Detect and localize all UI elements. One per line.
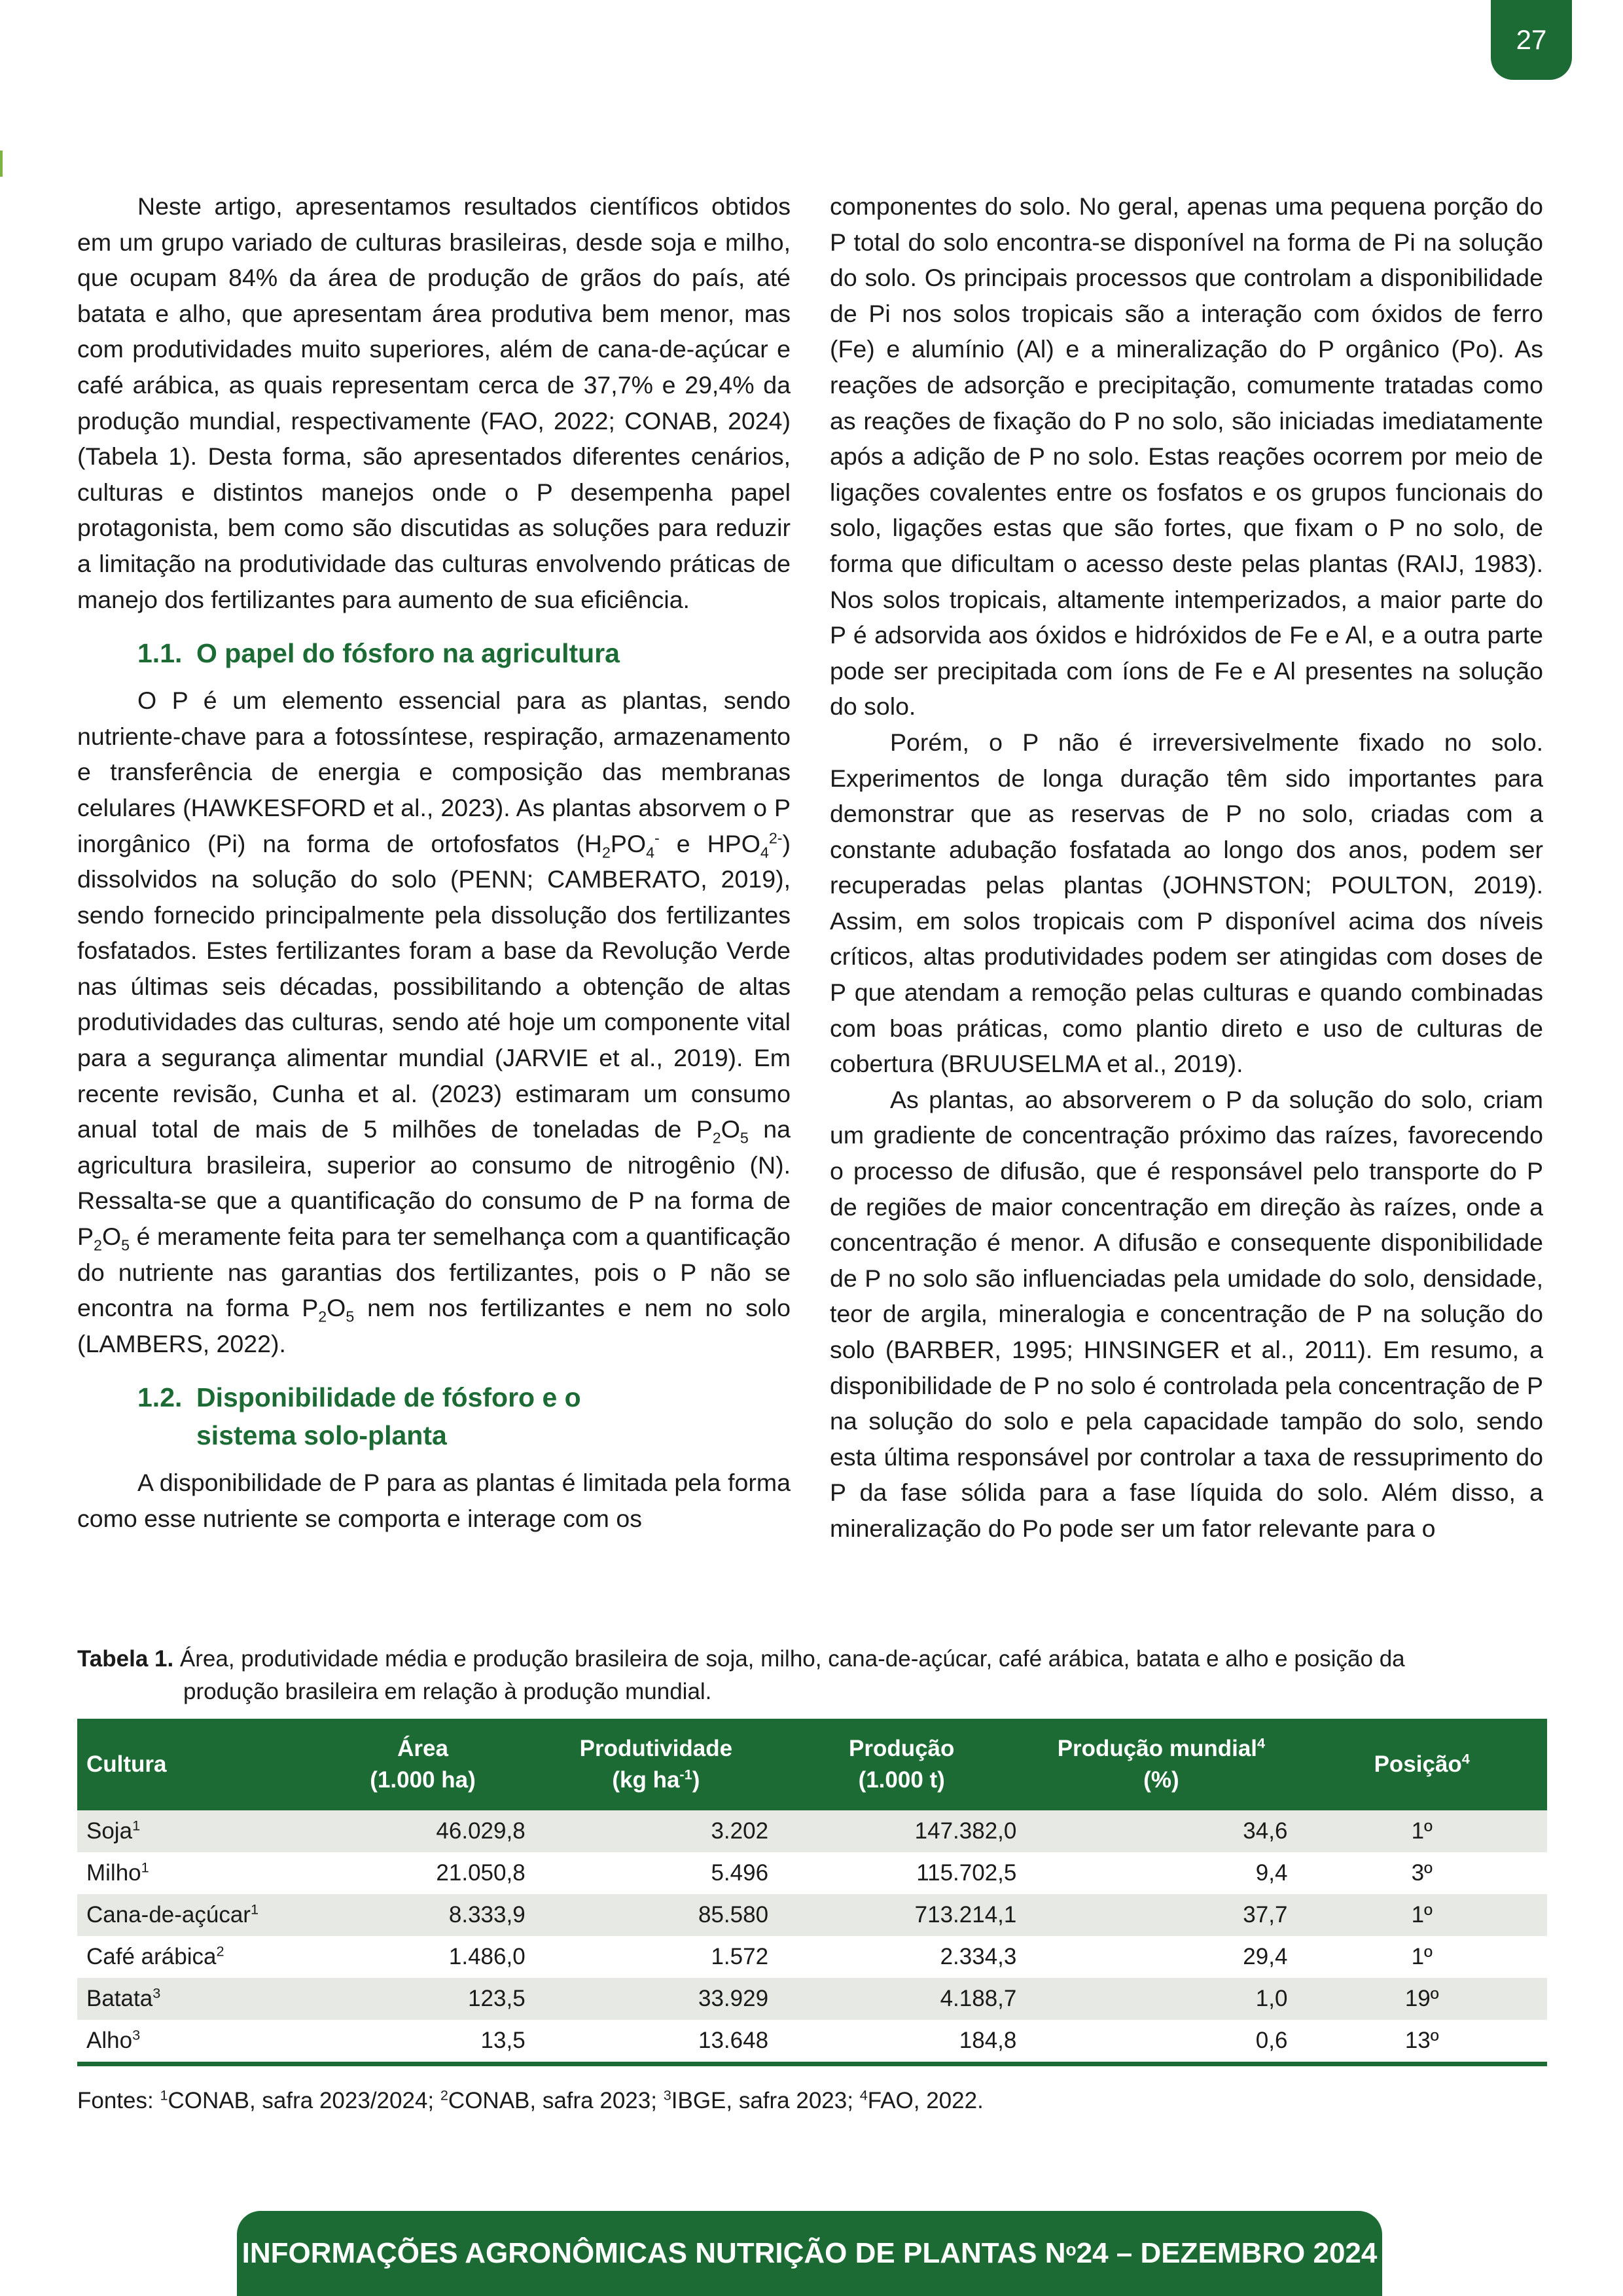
section-title: O papel do fósforo na agricultura bbox=[196, 638, 620, 669]
section-number: 1.1. bbox=[137, 638, 183, 669]
superscript: 3 bbox=[132, 2026, 141, 2043]
header-line: Produção mundial bbox=[1057, 1736, 1258, 1761]
superscript: 4 bbox=[859, 2087, 868, 2104]
table-row bbox=[77, 1936, 1547, 1978]
cell-cultura bbox=[77, 1894, 311, 1936]
source-item: CONAB, safra 2023; bbox=[448, 2088, 664, 2113]
cell-area: 123,5 bbox=[311, 1978, 534, 2020]
text-run: O bbox=[327, 1294, 346, 1322]
text-run: na agricultura brasileira, superior ao consumo de nitrogênio (N). Ressalta-se que a quantificação do consumo de P na forma de P bbox=[77, 1115, 791, 1251]
cell-cultura bbox=[77, 1852, 311, 1894]
cell-cultura bbox=[77, 1936, 311, 1978]
cell-posicao: 13º bbox=[1296, 2020, 1547, 2064]
header-line: Posição bbox=[1374, 1751, 1462, 1777]
cell-posicao: 1º bbox=[1296, 1936, 1547, 1978]
cell-posicao: 1º bbox=[1296, 1894, 1547, 1936]
cell-posicao: 1º bbox=[1296, 1810, 1547, 1852]
cell-mundial: 0,6 bbox=[1026, 2020, 1296, 2064]
header-area bbox=[311, 1719, 534, 1810]
right-column bbox=[830, 188, 1543, 1547]
text-run: PO bbox=[610, 829, 647, 857]
header-posicao bbox=[1296, 1719, 1547, 1810]
cell-produtividade: 1.572 bbox=[535, 1936, 777, 1978]
subscript: 4 bbox=[646, 844, 655, 861]
superscript: 3 bbox=[152, 1984, 161, 2001]
superscript: 1 bbox=[160, 2087, 168, 2104]
section-number: 1.2. bbox=[137, 1382, 183, 1413]
paragraph-phosphorus-role bbox=[77, 683, 791, 1361]
superscript: 1 bbox=[132, 1817, 141, 1834]
subscript: 2 bbox=[318, 1308, 327, 1325]
footer-text: INFORMAÇÕES AGRONÔMICAS NUTRIÇÃO DE PLANTAS N bbox=[241, 2237, 1066, 2269]
edge-marker bbox=[0, 151, 3, 177]
cell-produtividade: 13.648 bbox=[535, 2020, 777, 2064]
paragraph-fixation: Porém, o P não é irreversivelmente fixado no solo. Experimentos de longa duração têm sido importantes para demonstrar que as reservas de P no solo, criadas com a constante adubação fosfatada ao longo dos anos, podem ser recuperadas pelas plantas (JOHNSTON; POULTON, 2019). Assim, em solos tropicais com P disponível acima dos níveis críticos, altas produtividades podem ser atingidas com doses de P que atendam a remoção pelas culturas e quando combinadas com boas práticas, como plantio direto e uso de culturas de cobertura (BRUUSELMA et al., 2019). bbox=[830, 728, 1543, 1078]
superscript: 2- bbox=[768, 829, 783, 846]
text-run: O bbox=[721, 1115, 740, 1143]
subscript: 4 bbox=[760, 844, 769, 861]
text-run: e HPO bbox=[659, 829, 760, 857]
header-line: ) bbox=[692, 1767, 700, 1793]
superscript: 2 bbox=[440, 2087, 448, 2104]
crop-name: Milho bbox=[86, 1860, 141, 1886]
subscript: 5 bbox=[740, 1129, 749, 1147]
cell-produtividade: 5.496 bbox=[535, 1852, 777, 1894]
cell-cultura bbox=[77, 1978, 311, 2020]
cell-mundial: 34,6 bbox=[1026, 1810, 1296, 1852]
header-cultura: Cultura bbox=[77, 1719, 311, 1810]
table-header-row bbox=[77, 1719, 1547, 1810]
source-item: IBGE, safra 2023; bbox=[671, 2088, 860, 2113]
cell-producao: 184,8 bbox=[777, 2020, 1026, 2064]
cell-mundial: 1,0 bbox=[1026, 1978, 1296, 2020]
section-title-line1: Disponibilidade de fósforo e o bbox=[196, 1382, 581, 1413]
subscript: 2 bbox=[712, 1129, 721, 1147]
caption-second-line: produção brasileira em relação à produção mundial. bbox=[183, 1679, 712, 1704]
superscript: -1 bbox=[679, 1766, 692, 1783]
header-produtividade bbox=[535, 1719, 777, 1810]
cell-mundial: 37,7 bbox=[1026, 1894, 1296, 1936]
subscript: 5 bbox=[121, 1236, 130, 1254]
header-line: Produção bbox=[848, 1736, 955, 1761]
sources-label: Fontes: bbox=[77, 2088, 160, 2113]
cell-producao: 2.334,3 bbox=[777, 1936, 1026, 1978]
footer-text: 24 – DEZEMBRO 2024 bbox=[1076, 2237, 1378, 2269]
cell-produtividade: 85.580 bbox=[535, 1894, 777, 1936]
crop-name: Soja bbox=[86, 1818, 133, 1844]
cell-area: 46.029,8 bbox=[311, 1810, 534, 1852]
crop-name: Batata bbox=[86, 1986, 153, 2011]
cell-produtividade: 33.929 bbox=[535, 1978, 777, 2020]
subscript: 2 bbox=[601, 844, 611, 861]
superscript: 1 bbox=[250, 1901, 259, 1918]
superscript: 2 bbox=[216, 1943, 224, 1960]
crop-name: Café arábica bbox=[86, 1944, 217, 1969]
superscript: 1 bbox=[141, 1859, 149, 1876]
table-sources bbox=[77, 2088, 984, 2114]
cell-producao: 115.702,5 bbox=[777, 1852, 1026, 1894]
paragraph-continued: componentes do solo. No geral, apenas uma pequena porção do P total do solo encontra-se disponível na forma de Pi na solução do solo. Os principais processos que controlam a disponibilidade de Pi nos solos tropicais são a interação com óxidos de ferro (Fe) e alumínio (Al) e a mineralização do P orgânico (Po). As reações de adsorção e precipitação, comumente tratadas como as reações de fixação do P no solo, são iniciadas imediatamente após a adição de P no solo. Estas reações ocorrem por meio de ligações covalentes entre os fosfatos e os grupos funcionais do solo, ligações estas que são fortes, que fixam o P no solo, de forma que dificultam o acesso deste pelas plantas (RAIJ, 1983). Nos solos tropicais, altamente intemperizados, a maior parte do P é adsorvida aos óxidos e hidróxidos de Fe e Al, e a outra parte pode ser precipitada com íons de Fe e Al presentes na solução do solo. bbox=[830, 192, 1543, 721]
text-run: O P é um elemento essencial para as plantas, sendo nutriente-chave para a fotossíntese, respiração, armazenamento e transferência de energia e composição das membranas celulares (HAWKESFORD et al., 2023). As plantas absorvem o P inorgânico (Pi) na forma de ortofosfatos (H bbox=[77, 687, 791, 857]
paragraph-availability: A disponibilidade de P para as plantas é limitada pela forma como esse nutriente se comporta e interage com os bbox=[77, 1469, 791, 1532]
cell-mundial: 9,4 bbox=[1026, 1852, 1296, 1894]
superscript: 4 bbox=[1257, 1734, 1266, 1751]
header-line: Área bbox=[397, 1736, 448, 1761]
crop-name: Cana-de-açúcar bbox=[86, 1902, 251, 1928]
cell-posicao: 3º bbox=[1296, 1852, 1547, 1894]
table-row bbox=[77, 1894, 1547, 1936]
paragraph-diffusion: As plantas, ao absorverem o P da solução do solo, criam um gradiente de concentração próximo das raízes, favorecendo o processo de difusão, que é responsável pelo transporte do P de regiões de maior concentração em direção às raízes, onde a concentração é menor. A difusão e consequente disponibilidade de P no solo são influenciadas pela umidade do solo, densidade, teor de argila, mineralogia e concentração de P na solução do solo (BARBER, 1995; HINSINGER et al., 2011). Em resumo, a disponibilidade de P no solo é controlada pela concentração de P na solução do solo e pela capacidade tampão do solo, sendo esta última responsável por controlar a taxa de ressuprimento do P da fase sólida para a fase líquida do solo. Além disso, a mineralização do Po pode ser um fator relevante para o bbox=[830, 1085, 1543, 1542]
table-caption bbox=[77, 1643, 1547, 1708]
cell-area: 8.333,9 bbox=[311, 1894, 534, 1936]
header-line: (1.000 t) bbox=[858, 1767, 945, 1793]
text-run: ) dissolvidos na solução do solo (PENN; CAMBERATO, 2019), sendo fornecido principalmente pela dissolução dos fertilizantes fosfatados. Estes fertilizantes foram a base da Revolução Verde nas últimas seis décadas, possibilitando a obtenção de altas produtividades das culturas, sendo até hoje um componente vital para a segurança alimentar mundial (JARVIE et al., 2019). Em recente revisão, Cunha et al. (2023) estimaram um consumo anual total de mais de 5 milhões de toneladas de P bbox=[77, 829, 791, 1143]
cell-area: 1.486,0 bbox=[311, 1936, 534, 1978]
superscript: 4 bbox=[1461, 1750, 1470, 1767]
source-item: CONAB, safra 2023/2024; bbox=[168, 2088, 440, 2113]
table-row bbox=[77, 1978, 1547, 2020]
header-line: Produtividade bbox=[579, 1736, 733, 1761]
superscript: - bbox=[654, 829, 660, 846]
subscript: 5 bbox=[346, 1308, 355, 1325]
caption-first-line bbox=[77, 1643, 1547, 1676]
text-run: é meramente feita para ter semelhança com a quantificação do nutriente nas garantias dos fertilizantes, pois o P não se encontra na forma P bbox=[77, 1223, 791, 1322]
source-item: FAO, 2022. bbox=[867, 2088, 984, 2113]
caption-label: Tabela 1. bbox=[77, 1646, 174, 1672]
crop-name: Alho bbox=[86, 2028, 133, 2053]
header-producao-mundial bbox=[1026, 1719, 1296, 1810]
cell-producao: 713.214,1 bbox=[777, 1894, 1026, 1936]
subscript: 2 bbox=[94, 1236, 102, 1254]
cell-area: 13,5 bbox=[311, 2020, 534, 2064]
cell-producao: 147.382,0 bbox=[777, 1810, 1026, 1852]
table-row bbox=[77, 1810, 1547, 1852]
cell-produtividade: 3.202 bbox=[535, 1810, 777, 1852]
text-run: O bbox=[101, 1223, 122, 1251]
cell-area: 21.050,8 bbox=[311, 1852, 534, 1894]
section-heading-2 bbox=[77, 1378, 791, 1454]
table-row bbox=[77, 2020, 1547, 2064]
left-column bbox=[77, 188, 791, 1537]
page-number: 27 bbox=[1516, 24, 1547, 55]
table-row bbox=[77, 1852, 1547, 1894]
section-title-line2: sistema solo-planta bbox=[196, 1420, 447, 1451]
cell-mundial: 29,4 bbox=[1026, 1936, 1296, 1978]
footer-banner: INFORMAÇÕES AGRONÔMICAS NUTRIÇÃO DE PLANTAS N $^o$ 24 – DEZEMBRO 2024 bbox=[237, 2211, 1382, 2296]
intro-paragraph: Neste artigo, apresentamos resultados científicos obtidos em um grupo variado de culturas brasileiras, desde soja e milho, que ocupam 84% da área de produção de grãos do país, até batata e alho, que apresentam área produtiva bem menor, mas com produtividades muito superiores, além de cana-de-açúcar e café arábica, as quais representam cerca de 37,7% e 29,4% da produção mundial, respectivamente (FAO, 2022; CONAB, 2024) (Tabela 1). Desta forma, são apresentados diferentes cenários, culturas e distintos manejos onde o P desempenha papel protagonista, bem como são discutidas as soluções para reduzir a limitação na produtividade das culturas envolvendo práticas de manejo dos fertilizantes para aumento de sua eficiência. bbox=[77, 192, 791, 613]
page-number-tab bbox=[1491, 0, 1572, 80]
caption-text: Área, produtividade média e produção brasileira de soja, milho, cana-de-açúcar, café arábica, batata e alho e posição da bbox=[173, 1646, 1405, 1672]
cell-posicao: 19º bbox=[1296, 1978, 1547, 2020]
crop-production-table bbox=[77, 1719, 1547, 2066]
text-run: nem nos fertilizantes e nem no solo (LAMBERS, 2022). bbox=[77, 1294, 791, 1357]
superscript: 3 bbox=[663, 2087, 671, 2104]
header-line: (%) bbox=[1143, 1767, 1179, 1793]
header-line: (kg ha bbox=[612, 1767, 680, 1793]
header-producao bbox=[777, 1719, 1026, 1810]
header-line: (1.000 ha) bbox=[370, 1767, 476, 1793]
section-heading-1 bbox=[77, 634, 791, 672]
cell-cultura bbox=[77, 2020, 311, 2064]
cell-producao: 4.188,7 bbox=[777, 1978, 1026, 2020]
cell-cultura bbox=[77, 1810, 311, 1852]
